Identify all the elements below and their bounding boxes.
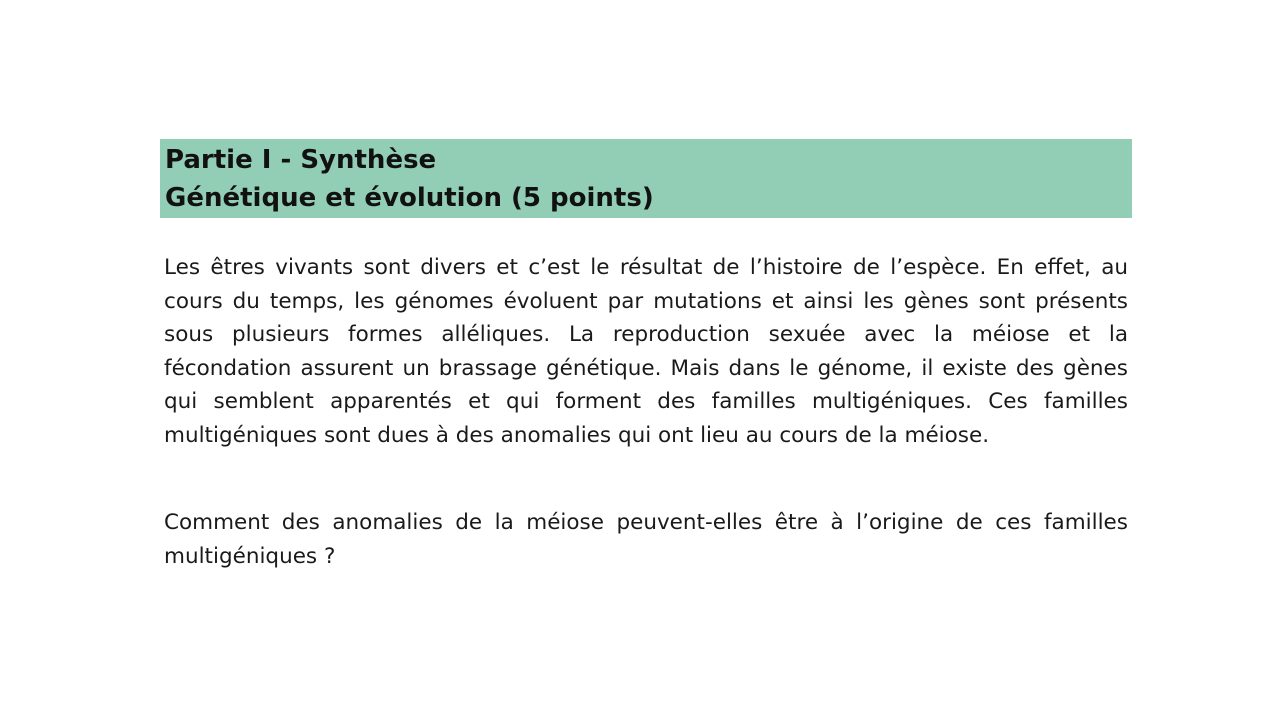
part-title: Partie I - Synthèse — [165, 145, 437, 175]
subject-title: Génétique et évolution (5 points) — [165, 183, 654, 213]
question-paragraph: Comment des anomalies de la méiose peuvent-elles être à l’origine de ces familles multigéniques ? — [164, 510, 1128, 569]
intro-paragraph: Les êtres vivants sont divers et c’est le résultat de l’histoire de l’espèce. En effet, au cours du temps, les génomes évoluent par mutations et ainsi les gènes sont présents sous plusieurs formes alléliques. La reproduction sexuée avec la méiose et la fécondation assurent un brassage génétique. Mais dans le génome, il existe des gènes qui semblent apparentés et qui forment des familles multigéniques. Ces familles multigéniques sont dues à des anomalies qui ont lieu au cours de la méiose. — [164, 255, 1128, 448]
section-header-band — [160, 139, 1132, 218]
